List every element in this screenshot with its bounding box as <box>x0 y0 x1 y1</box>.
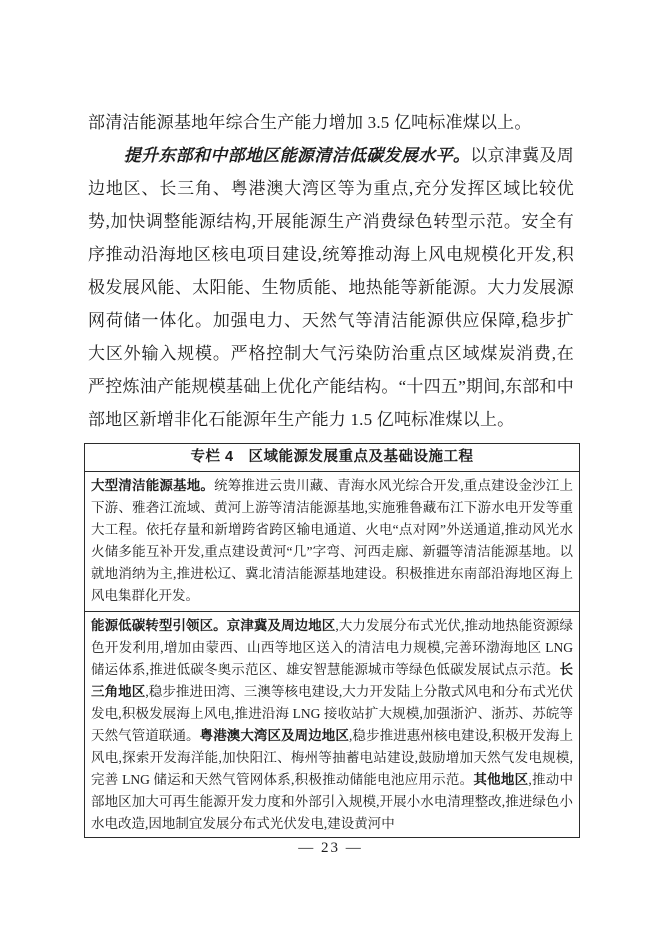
feature-box-column-4 <box>84 443 580 838</box>
paragraph-continuation: 部清洁能源基地年综合生产能力增加 3.5 亿吨标准煤以上。 <box>88 113 532 132</box>
paragraph-promote-east-central <box>88 139 574 436</box>
body-text-block <box>88 106 574 436</box>
box-heading-other-regions: 其他地区 <box>473 772 529 787</box>
box-heading-greater-bay-area: 粤港澳大湾区及周边地区 <box>199 728 349 743</box>
page-number: — 23 — <box>298 840 363 856</box>
paragraph-lead-emphasis: 提升东部和中部地区能源清洁低碳发展水平。 <box>123 146 471 165</box>
paragraph-body-text: 以京津冀及周边地区、长三角、粤港澳大湾区等为重点,充分发挥区域比较优势,加快调整能源结构,开展能源生产消费绿色转型示范。安全有序推动沿海地区核电项目建设,统筹推动海上风电规模化开发,积极发展风能、太阳能、生物质能、地热能等新能源。大力发展源网荷储一体化。加强电力、天然气等清洁能源供应保障,稳步扩大区外输入规模。严格控制大气污染防治重点区域煤炭消费,在严控炼油产能规模基础上优化产能结构。“十四五”期间,东部和中部地区新增非化石能源年生产能力 1.5 亿吨标准煤以上。 <box>88 146 575 429</box>
box-heading-low-carbon-zones: 能源低碳转型引领区。京津冀及周边地区 <box>91 618 336 633</box>
box-heading-clean-energy-bases: 大型清洁能源基地。 <box>91 478 215 493</box>
box-section-low-carbon-zones <box>85 612 579 838</box>
feature-box-title: 专栏 4 区域能源发展重点及基础设施工程 <box>85 444 579 472</box>
box-text-other-regions: ,推动中部地区加大可再生能源开发力度和外部引入规模,开展小水电清理整改,推进绿色小水电改造,因地制宜发展分布式光伏发电,建设黄河中 <box>91 772 573 831</box>
box-text-clean-energy-bases: 统筹推进云贵川藏、青海水风光综合开发,重点建设金沙江上下游、雅砻江流域、黄河上游等清洁能源基地,实施雅鲁藏布江下游水电开发等重大工程。依托存量和新增跨省跨区输电通道、火电“点对网”外送通道,推动风光水火储多能互补开发,重点建设黄河“几”字弯、河西走廊、新疆等清洁能源基地。以就地消纳为主,推进松辽、冀北清洁能源基地建设。积极推进东南部沿海地区海上风电集群化开发。 <box>91 478 574 603</box>
box-text-yangtze-delta: ,稳步推进田湾、三澳等核电建设,大力开发陆上分散式风电和分布式光伏发电,积极发展海上风电,推进沿海 LNG 接收站扩大规模,加强浙沪、浙苏、苏皖等天然气管道联通。 <box>91 684 574 743</box>
box-text-greater-bay-area: ,稳步推进惠州核电建设,积极开发海上风电,探索开发海洋能,加快阳江、梅州等抽蓄电站建设,鼓励增加天然气发电规模,完善 LNG 储运和天然气管网体系,积极推动储能电池应用示范。 <box>91 728 574 787</box>
box-heading-yangtze-delta: 长三角地区 <box>91 662 573 699</box>
box-section-clean-energy-bases <box>85 472 579 612</box>
box-text-jingjinji: ,大力发展分布式光伏,推动地热能资源绿色开发利用,增加由蒙西、山西等地区送入的清洁电力规模,完善环渤海地区 LNG 储运体系,推进低碳冬奥示范区、雄安智慧能源城市等绿色低碳发展试点示范。 <box>91 618 573 677</box>
